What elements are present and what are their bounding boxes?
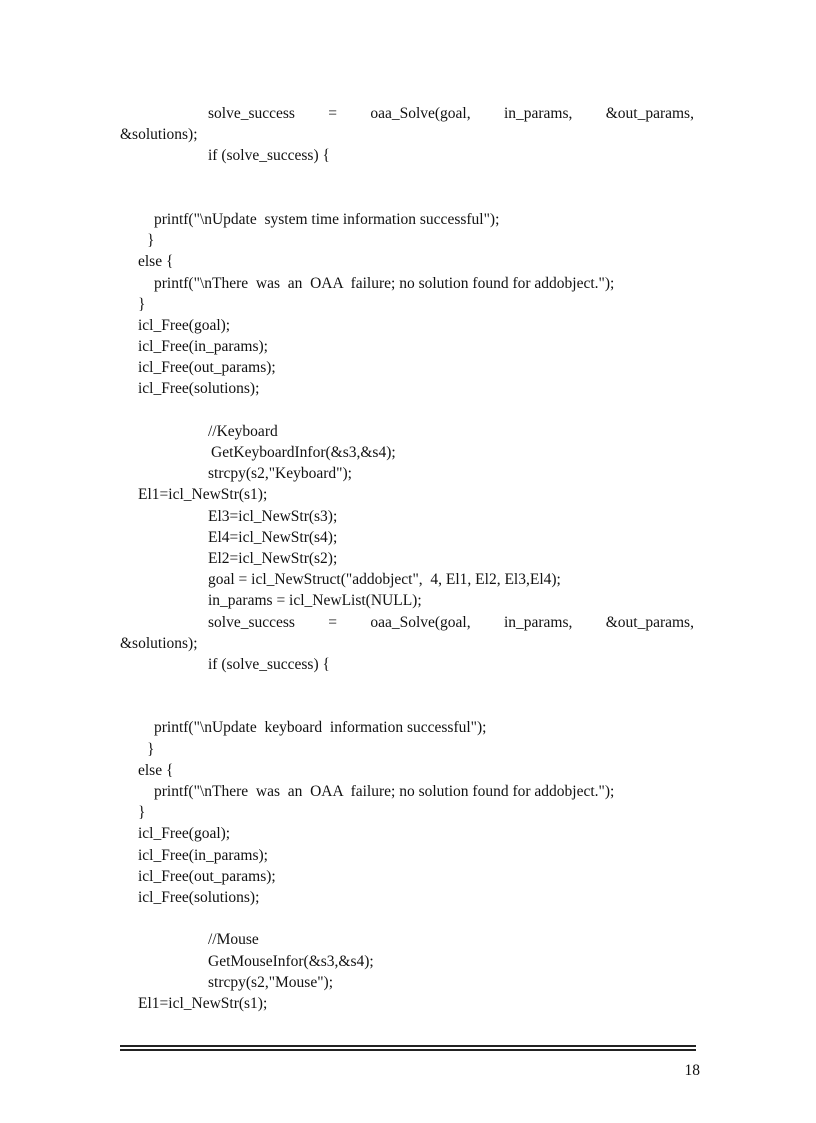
code-line: goal = icl_NewStruct("addobject", 4, El1, El2, El3,El4); <box>208 571 561 589</box>
code-token: solve_success <box>208 613 295 631</box>
code-line: El3=icl_NewStr(s3); <box>208 507 338 525</box>
code-line: strcpy(s2,"Mouse"); <box>208 973 334 991</box>
code-line: GetMouseInfor(&s3,&s4); <box>208 952 374 970</box>
code-line: //Keyboard <box>208 422 278 440</box>
page-number: 18 <box>684 1062 700 1079</box>
code-token: solve_success <box>208 105 295 122</box>
footer-rule-bottom <box>120 1049 696 1051</box>
code-line: &solutions); <box>120 634 198 652</box>
code-line: icl_Free(solutions); <box>138 380 260 398</box>
code-line <box>0 103 694 124</box>
code-line: icl_Free(out_params); <box>138 867 276 885</box>
code-line: El1=icl_NewStr(s1); <box>138 994 268 1012</box>
code-line: El1=icl_NewStr(s1); <box>138 486 268 504</box>
code-line <box>0 908 816 929</box>
code-line: //Mouse <box>208 931 259 949</box>
code-token: oaa_Solve(goal, <box>370 613 471 631</box>
code-listing <box>0 103 816 1014</box>
code-token: = <box>328 105 338 122</box>
code-line: strcpy(s2,"Keyboard"); <box>208 465 352 483</box>
code-line: GetKeyboardInfor(&s3,&s4); <box>211 444 396 461</box>
footer-rule-top <box>120 1045 696 1047</box>
code-line: El4=icl_NewStr(s4); <box>208 528 338 546</box>
code-line <box>0 696 816 717</box>
code-line: El2=icl_NewStr(s2); <box>208 549 338 567</box>
code-token: &out_params, <box>605 105 694 122</box>
code-token: = <box>328 613 338 631</box>
code-line: printf("\nUpdate system time information successful"); <box>154 210 500 228</box>
code-line: in_params = icl_NewList(NULL); <box>208 592 422 610</box>
code-line <box>0 188 816 209</box>
code-line: icl_Free(goal); <box>138 316 231 334</box>
code-token: &out_params, <box>605 613 694 631</box>
code-line: else { <box>138 253 174 271</box>
code-line <box>0 675 816 696</box>
code-line: printf("\nThere was an OAA failure; no solution found for addobject."); <box>154 783 615 800</box>
code-line: icl_Free(out_params); <box>138 359 276 377</box>
code-line: printf("\nUpdate keyboard information successful"); <box>154 719 487 737</box>
code-line: } <box>147 740 155 758</box>
code-line: if (solve_success) { <box>208 655 330 673</box>
code-token: oaa_Solve(goal, <box>370 105 471 122</box>
code-line: icl_Free(goal); <box>138 825 231 843</box>
code-line: &solutions); <box>120 126 198 144</box>
code-line: if (solve_success) { <box>208 147 330 165</box>
code-line: } <box>138 804 146 822</box>
code-line: printf("\nThere was an OAA failure; no solution found for addobject."); <box>154 274 615 292</box>
code-line <box>0 167 816 188</box>
code-line: } <box>147 232 155 250</box>
code-token: in_params, <box>503 613 573 631</box>
code-line: icl_Free(solutions); <box>138 888 260 906</box>
code-line: } <box>138 295 146 313</box>
code-line: icl_Free(in_params); <box>138 338 268 356</box>
code-token: in_params, <box>503 105 573 122</box>
code-line: else { <box>138 761 174 779</box>
code-line <box>0 612 694 633</box>
code-line: icl_Free(in_params); <box>138 846 268 864</box>
code-line <box>0 400 816 421</box>
